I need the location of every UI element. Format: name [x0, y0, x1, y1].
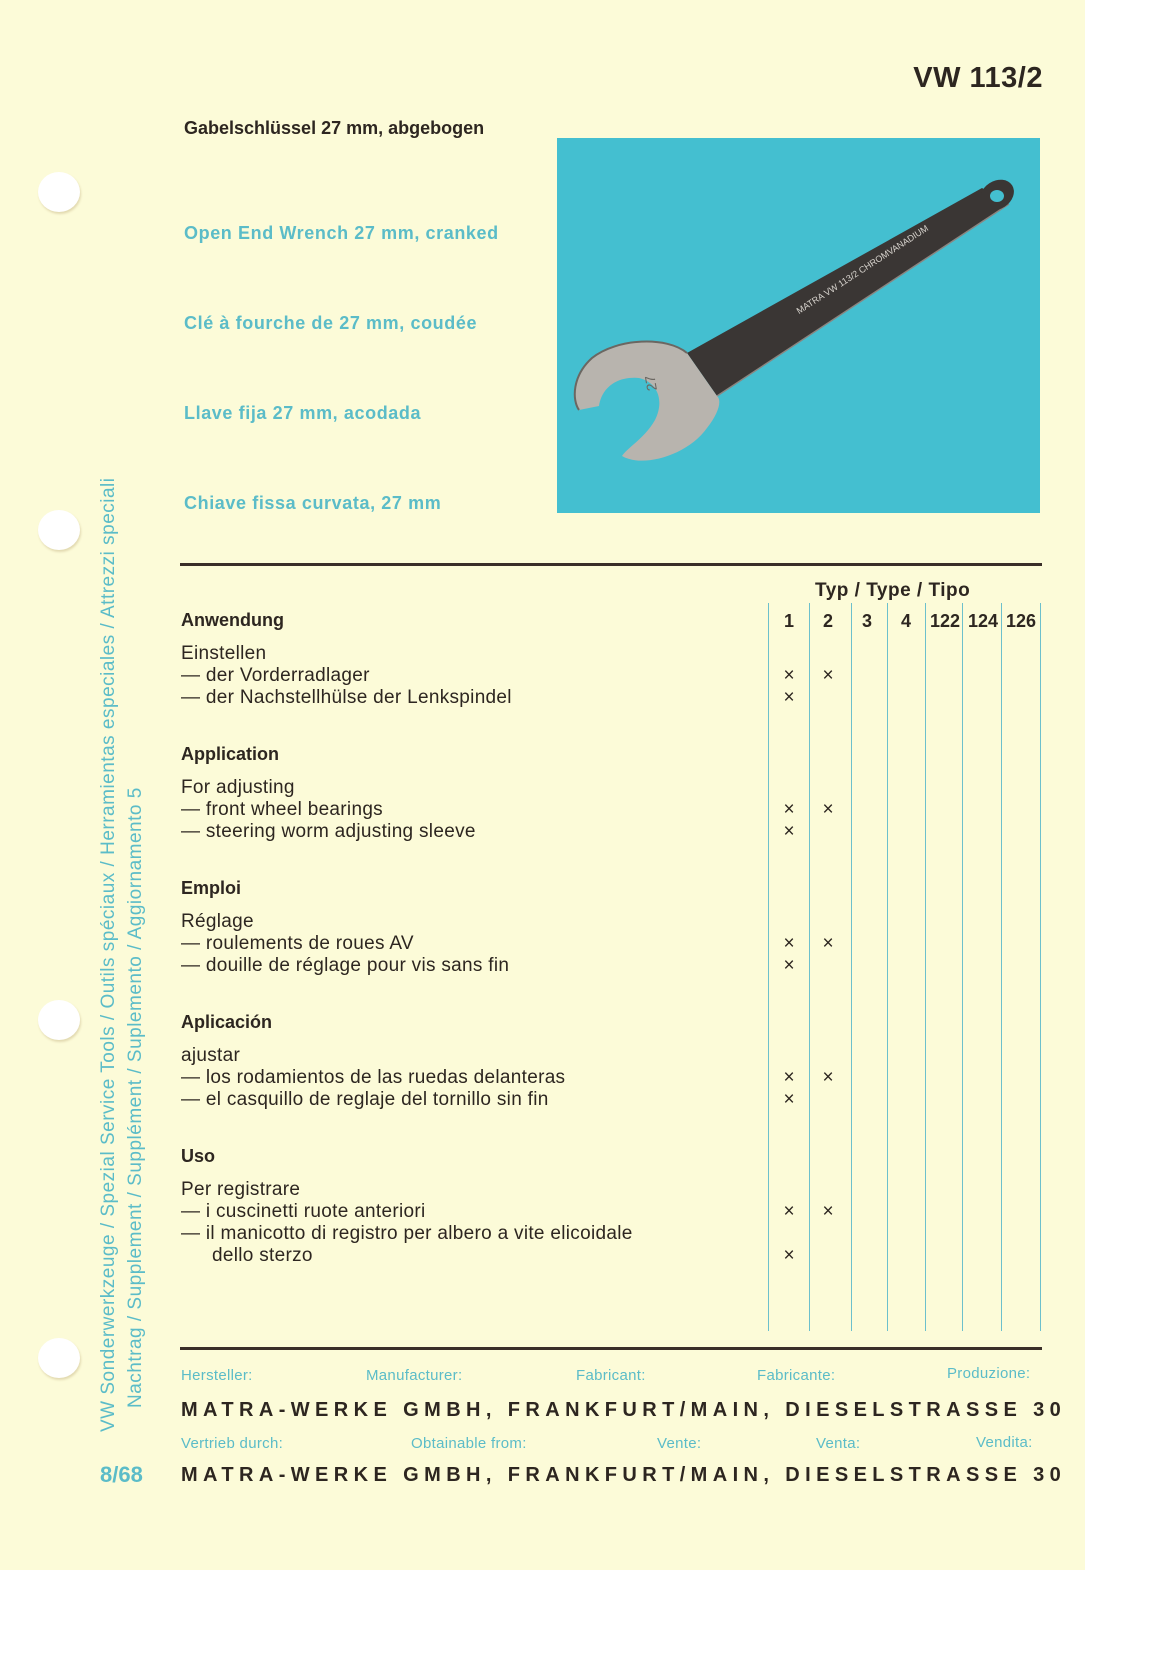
punch-hole — [38, 510, 80, 550]
section-intro: Réglage — [181, 911, 254, 932]
column-line — [768, 603, 769, 1331]
document-code: VW 113/2 — [913, 62, 1043, 94]
title-english: Open End Wrench 27 mm, cranked — [184, 223, 499, 243]
section-intro: For adjusting — [181, 777, 295, 798]
svg-text:27: 27 — [641, 374, 660, 393]
title-french: Clé à fourche de 27 mm, coudée — [184, 313, 478, 333]
svg-text:MATRA VW 113/2 CHROMVANADIUM: MATRA VW 113/2 CHROMVANADIUM — [794, 223, 931, 316]
label-fabricant: Fabricant: — [576, 1367, 646, 1384]
label-vertrieb: Vertrieb durch: — [181, 1435, 284, 1452]
section-heading-fr: Emploi — [181, 878, 242, 898]
type-mark: × — [783, 1201, 795, 1222]
wrench-photo — [557, 138, 1040, 513]
type-col-1: 1 — [783, 611, 794, 631]
type-mark: × — [822, 799, 834, 820]
type-header: Typ / Type / Tipo — [815, 580, 971, 601]
wrench-icon — [557, 138, 1040, 513]
type-mark: × — [822, 933, 834, 954]
type-col-3: 3 — [861, 611, 872, 631]
punch-hole — [38, 1338, 80, 1378]
label-produzione: Produzione: — [947, 1365, 1031, 1382]
title-spanish: Llave fija 27 mm, acodada — [184, 403, 422, 423]
manufacturer-name: MATRA-WERKE GMBH, FRANKFURT/MAIN, DIESELSTRASSE 30 — [181, 1399, 1067, 1421]
label-obtainable: Obtainable from: — [411, 1435, 527, 1452]
type-col-126: 126 — [1005, 611, 1037, 631]
column-line — [925, 603, 926, 1331]
label-vendita: Vendita: — [976, 1434, 1033, 1451]
type-mark: × — [783, 1245, 795, 1266]
label-hersteller: Hersteller: — [181, 1367, 253, 1384]
section-heading-de: Anwendung — [181, 610, 284, 630]
type-col-124: 124 — [967, 611, 999, 631]
section-intro: ajustar — [181, 1045, 241, 1066]
sidebar-series-title: VW Sonderwerkzeuge / Spezial Service Tools / Outils spéciaux / Herramientas especiales / Attrezzi speciali — [98, 477, 119, 1432]
section-item: — douille de réglage pour vis sans fin — [181, 955, 510, 976]
divider-top — [180, 563, 1042, 566]
column-line — [962, 603, 963, 1331]
type-col-4: 4 — [900, 611, 911, 631]
section-heading-it: Uso — [181, 1146, 216, 1166]
type-mark: × — [783, 665, 795, 686]
section-item: — el casquillo de reglaje del tornillo sin fin — [181, 1089, 549, 1110]
type-mark: × — [783, 1067, 795, 1088]
column-line — [1001, 603, 1002, 1331]
column-line — [1040, 603, 1041, 1331]
type-mark: × — [783, 799, 795, 820]
type-mark: × — [822, 1201, 834, 1222]
section-heading-es: Aplicación — [181, 1012, 273, 1032]
label-vente: Vente: — [657, 1435, 702, 1452]
type-mark: × — [783, 955, 795, 976]
section-item: — front wheel bearings — [181, 799, 383, 820]
section-item: — roulements de roues AV — [181, 933, 414, 954]
title-german: Gabelschlüssel 27 mm, abgebogen — [184, 118, 485, 138]
section-item: — der Vorderradlager — [181, 665, 370, 686]
page-number: 8/68 — [100, 1462, 143, 1487]
type-mark: × — [783, 687, 795, 708]
divider-bottom — [180, 1347, 1042, 1350]
label-venta: Venta: — [816, 1435, 861, 1452]
section-intro: Per registrare — [181, 1179, 301, 1200]
section-intro: Einstellen — [181, 643, 267, 664]
column-line — [851, 603, 852, 1331]
column-line — [887, 603, 888, 1331]
distributor-name: MATRA-WERKE GMBH, FRANKFURT/MAIN, DIESELSTRASSE 30 — [181, 1464, 1067, 1486]
punch-hole — [38, 172, 80, 212]
label-manufacturer: Manufacturer: — [366, 1367, 463, 1384]
type-mark: × — [822, 1067, 834, 1088]
section-heading-en: Application — [181, 744, 279, 764]
type-col-122: 122 — [929, 611, 961, 631]
type-mark: × — [783, 1089, 795, 1110]
punch-hole — [38, 1000, 80, 1040]
section-item: dello sterzo — [212, 1245, 313, 1266]
title-italian: Chiave fissa curvata, 27 mm — [184, 493, 442, 513]
section-item: — der Nachstellhülse der Lenkspindel — [181, 687, 512, 708]
sidebar-supplement: Nachtrag / Supplement / Supplément / Suplemento / Aggiornamento 5 — [125, 787, 146, 1408]
section-item: — i cuscinetti ruote anteriori — [181, 1201, 426, 1222]
section-item: — il manicotto di registro per albero a vite elicoidale — [181, 1223, 633, 1244]
type-col-2: 2 — [822, 611, 833, 631]
section-item: — los rodamientos de las ruedas delanteras — [181, 1067, 566, 1088]
column-line — [809, 603, 810, 1331]
type-mark: × — [783, 821, 795, 842]
type-mark: × — [822, 665, 834, 686]
section-item: — steering worm adjusting sleeve — [181, 821, 476, 842]
label-fabricante: Fabricante: — [757, 1367, 836, 1384]
type-mark: × — [783, 933, 795, 954]
